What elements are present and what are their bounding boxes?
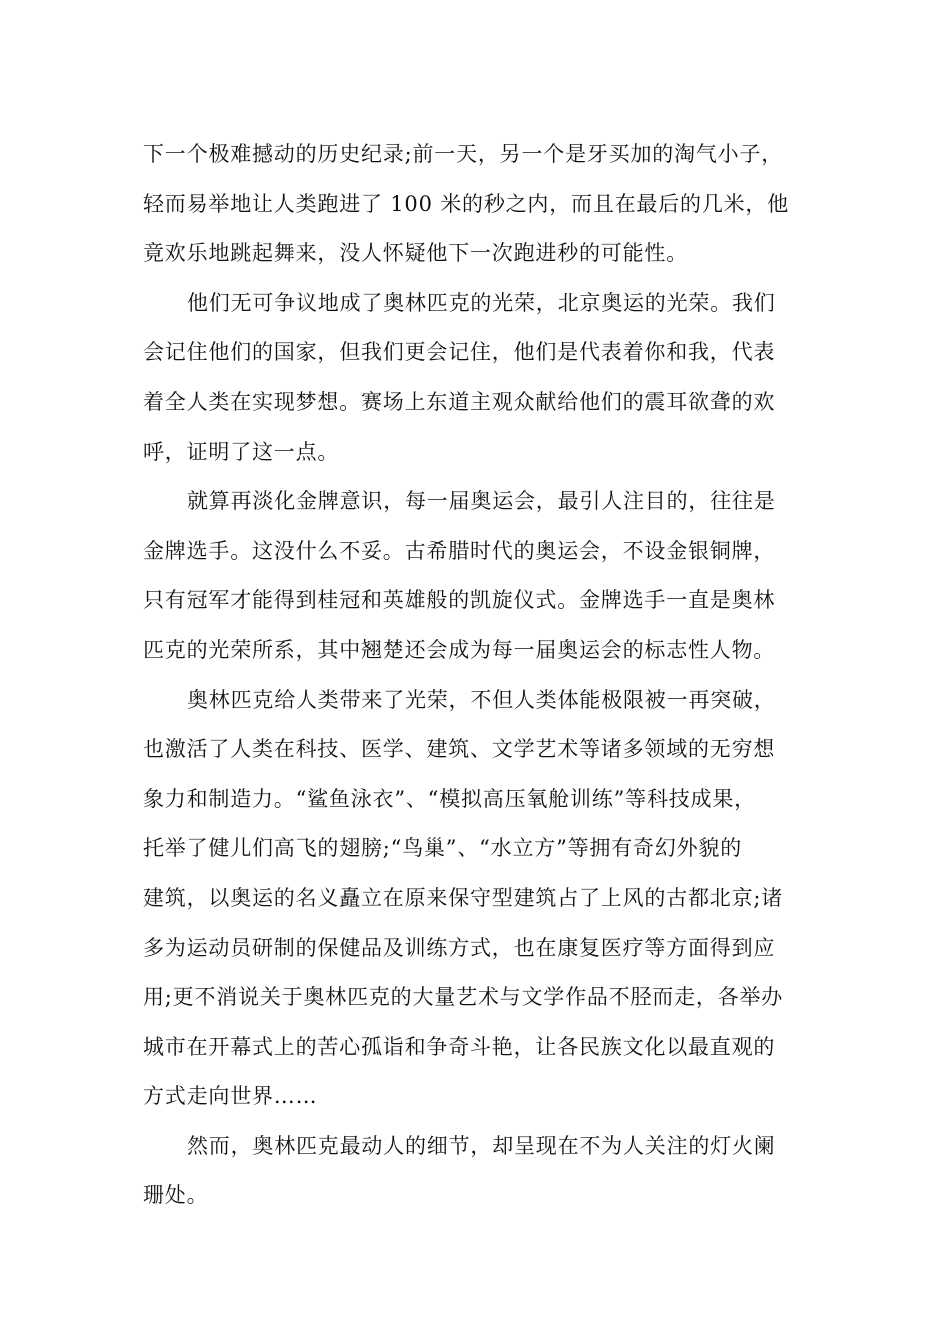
paragraph-first-line: 他们无可争议地成了奥林匹克的光荣，北京奥运的光荣。我们 bbox=[187, 290, 776, 315]
text-line: 用;更不消说关于奥林匹克的大量艺术与文学作品不胫而走，各举办 bbox=[143, 985, 784, 1010]
text-line: 只有冠军才能得到桂冠和英雄般的凯旋仪式。金牌选手一直是奥林 bbox=[143, 588, 776, 613]
text-line: 金牌选手。这没什么不妥。古希腊时代的奥运会，不设金银铜牌， bbox=[143, 538, 776, 563]
text-line: 下一个极难撼动的历史纪录;前一天，另一个是牙买加的淘气小子， bbox=[143, 142, 784, 166]
text-line: 建筑，以奥运的名义矗立在原来保守型建筑占了上风的古都北京;诸 bbox=[143, 885, 784, 910]
text-line: 轻而易举地让人类跑进了 100 米的秒之内，而且在最后的几米，他 bbox=[143, 191, 790, 216]
document-body bbox=[143, 130, 808, 1221]
text-line: 着全人类在实现梦想。赛场上东道主观众献给他们的震耳欲聋的欢 bbox=[143, 389, 776, 414]
paragraph-first-line: 就算再淡化金牌意识，每一届奥运会，最引人注目的，往往是 bbox=[187, 489, 776, 514]
paragraph-first-line: 然而，奥林匹克最动人的细节，却呈现在不为人关注的灯火阑 bbox=[187, 1133, 776, 1158]
text-line: 匹克的光荣所系，其中翘楚还会成为每一届奥运会的标志性人物。 bbox=[143, 637, 776, 662]
text-line: 象力和制造力。“鲨鱼泳衣”、“模拟高压氧舱训练”等科技成果， bbox=[143, 786, 756, 811]
text-line: 也激活了人类在科技、医学、建筑、文学艺术等诸多领域的无穷想 bbox=[143, 737, 776, 762]
text-line: 会记住他们的国家，但我们更会记住，他们是代表着你和我，代表 bbox=[143, 340, 776, 365]
text-line: 竟欢乐地跳起舞来，没人怀疑他下一次跑进秒的可能性。 bbox=[143, 241, 688, 266]
text-line: 托举了健儿们高飞的翅膀;“鸟巢”、“水立方”等拥有奇幻外貌的 bbox=[143, 836, 743, 861]
text-line: 呼，证明了这一点。 bbox=[143, 439, 340, 464]
text-line: 方式走向世界…… bbox=[143, 1084, 318, 1109]
text-line: 珊处。 bbox=[143, 1183, 209, 1208]
paragraph-first-line: 奥林匹克给人类带来了光荣，不但人类体能极限被一再突破， bbox=[187, 687, 776, 712]
text-line: 城市在开幕式上的苦心孤诣和争奇斗艳，让各民族文化以最直观的 bbox=[143, 1034, 776, 1059]
text-line: 多为运动员研制的保健品及训练方式，也在康复医疗等方面得到应 bbox=[143, 935, 776, 960]
